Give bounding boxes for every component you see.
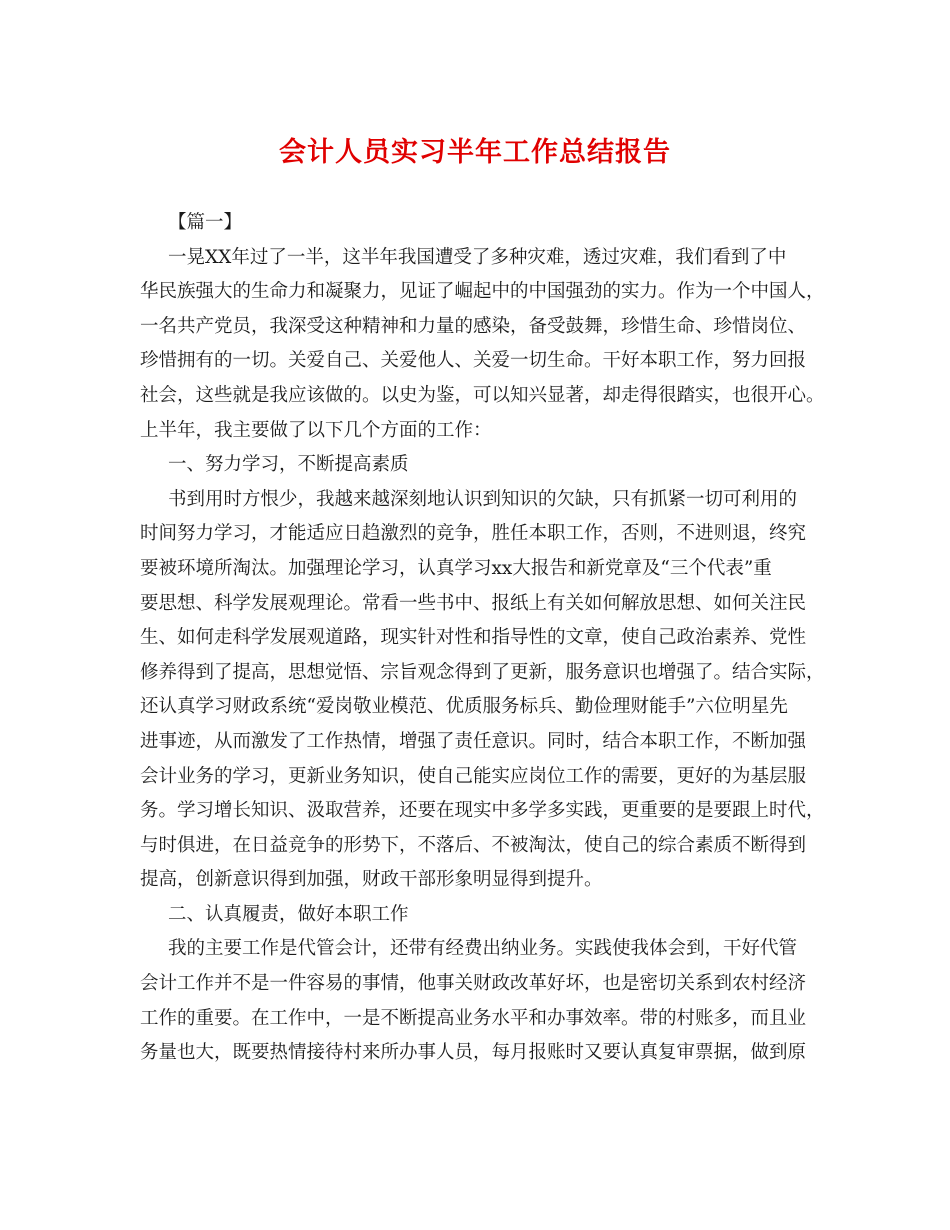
paragraph-line: 社会，这些就是我应该做的。以史为鉴，可以知兴显著，却走得很踏实，也很开心。	[140, 384, 825, 406]
paragraph-line: 珍惜拥有的一切。关爱自己、关爱他人、关爱一切生命。干好本职工作，努力回报	[140, 350, 807, 372]
document-title: 会计人员实习半年工作总结报告	[279, 137, 671, 168]
paragraph-line: 要思想、科学发展观理论。常看一些书中、报纸上有关如何解放思想、如何关注民	[140, 592, 807, 614]
paragraph-line: 会计工作并不是一件容易的事情，他事关财政改革好坏，也是密切关系到农村经济	[140, 973, 807, 995]
paragraph-line: 上半年，我主要做了以下几个方面的工作：	[140, 419, 492, 441]
paragraph-line: 工作的重要。在工作中，一是不断提高业务水平和办事效率。带的村账多，而且业	[140, 1007, 807, 1029]
paragraph-line: 还认真学习财政系统“爱岗敬业模范、优质服务标兵、勤俭理财能手”六位明星先	[140, 696, 788, 718]
paragraph-line: 进事迹，从而激发了工作热情，增强了责任意识。同时，结合本职工作，不断加强	[140, 730, 807, 752]
document-body	[140, 206, 825, 1071]
paragraph-line: 提高，创新意识得到加强，财政干部形象明显得到提升。	[140, 869, 603, 891]
section-heading: 一、努力学习，不断提高素质	[168, 454, 409, 476]
paragraph-line: 要被环境所淘汰。加强理论学习，认真学习xx大报告和新党章及“三个代表”重	[140, 557, 772, 579]
paragraph-line: 与时俱进，在日益竞争的形势下，不落后、不被淘汰，使自己的综合素质不断得到	[140, 834, 807, 856]
paragraph-line: 务。学习增长知识、汲取营养，还要在现实中多学多实践，更重要的是要跟上时代，	[140, 800, 825, 822]
paragraph-line: 生、如何走科学发展观道路，现实针对性和指导性的文章，使自己政治素养、党性	[140, 627, 807, 649]
section-marker: 【篇一】	[168, 212, 243, 233]
paragraph-line: 书到用时方恨少，我越来越深刻地认识到知识的欠缺，只有抓紧一切可利用的	[168, 488, 798, 510]
paragraph-line: 修养得到了提高，思想觉悟、宗旨观念得到了更新，服务意识也增强了。结合实际，	[140, 661, 825, 683]
paragraph-line: 华民族强大的生命力和凝聚力，见证了崛起中的中国强劲的实力。作为一个中国人，	[140, 281, 825, 303]
paragraph-line: 会计业务的学习，更新业务知识，使自己能实应岗位工作的需要，更好的为基层服	[140, 765, 807, 787]
paragraph-line: 一晃XX年过了一半，这半年我国遭受了多种灾难，透过灾难，我们看到了中	[168, 246, 787, 268]
paragraph-line: 我的主要工作是代管会计，还带有经费出纳业务。实践使我体会到，干好代管	[168, 938, 798, 960]
paragraph-line: 务量也大，既要热情接待村来所办事人员，每月报账时又要认真复审票据，做到原	[140, 1042, 807, 1064]
section-heading: 二、认真履责，做好本职工作	[168, 903, 409, 925]
paragraph-line: 一名共产党员，我深受这种精神和力量的感染，备受鼓舞，珍惜生命、珍惜岗位、	[140, 315, 807, 337]
paragraph-line: 时间努力学习，才能适应日趋激烈的竞争，胜任本职工作，否则，不进则退，终究	[140, 523, 807, 545]
